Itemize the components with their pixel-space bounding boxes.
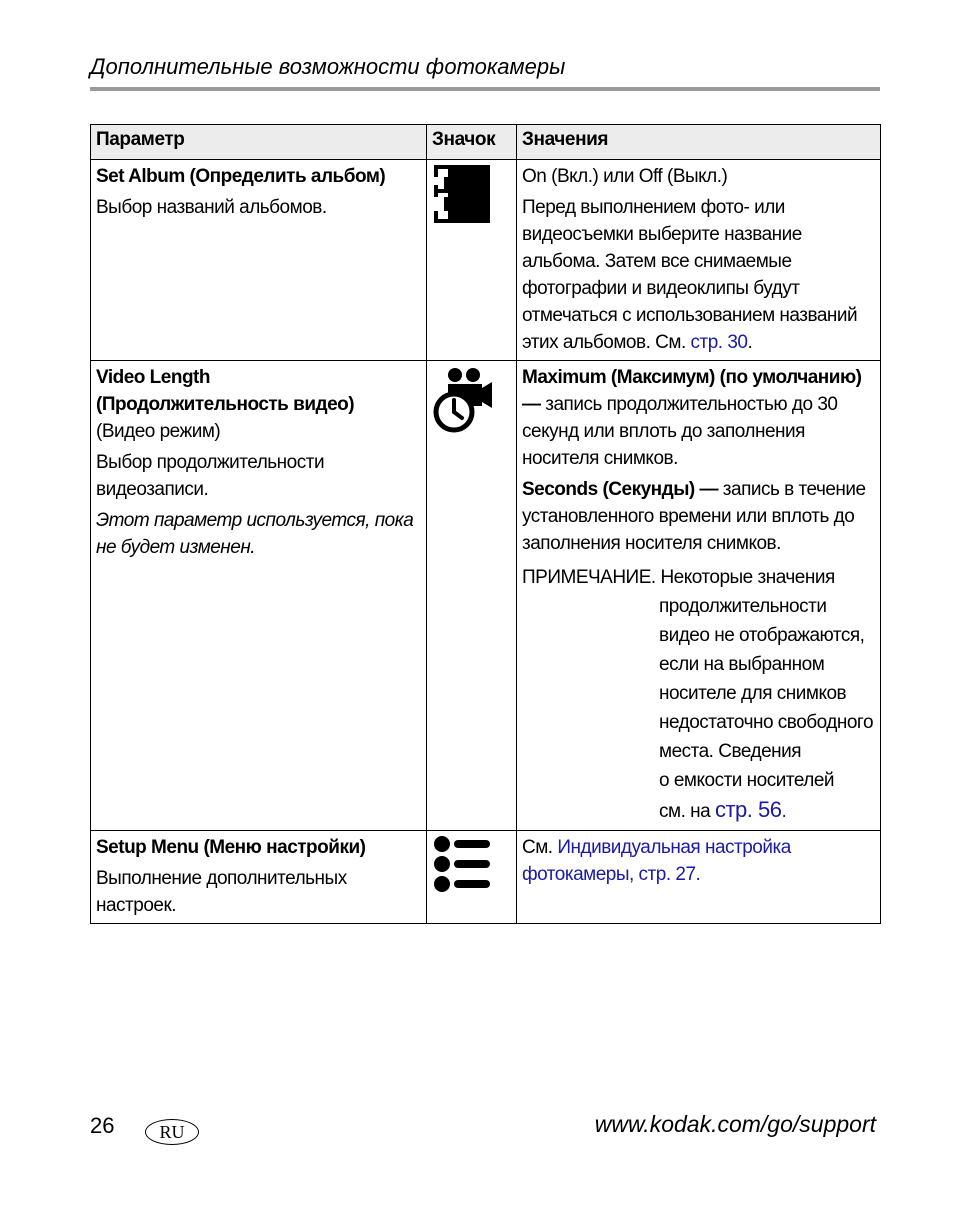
icon-cell: [427, 361, 517, 831]
note-line: места. Сведения: [659, 741, 802, 762]
note-label: ПРИМЕЧАНИЕ.: [522, 567, 656, 588]
param-name: Setup Menu (Меню настройки): [96, 837, 366, 858]
video-timer-icon: [432, 364, 494, 436]
param-name-ru: (Продолжительность видео): [96, 394, 355, 415]
values-on-off: On (Вкл.) или Off (Выкл.): [522, 166, 728, 187]
param-name: Video Length: [96, 367, 210, 388]
icon-cell: [427, 160, 517, 361]
param-name: Set Album (Определить альбом): [96, 166, 386, 187]
param-description: Выбор продолжительности видеозаписи.: [96, 452, 325, 500]
param-cell: [91, 831, 427, 924]
note-line-last: см. на стр. 56.: [659, 797, 787, 822]
note-block: [522, 563, 875, 826]
link-camera-customization-page-27[interactable]: Индивидуальная настройка фотокамеры, стр. 27: [522, 837, 791, 885]
value-maximum: Maximum (Максимум) (по умолчанию) — запись продолжительностью до 30 секунд или вплоть до заполнения носителя снимков.: [522, 367, 862, 469]
album-icon: [432, 163, 492, 225]
param-description: Выбор названий альбомов.: [96, 197, 327, 218]
note-line: видео не отображаются,: [659, 625, 865, 646]
icon-cell: [427, 831, 517, 924]
value-seconds: Seconds (Секунды) — запись в течение установленного времени или вплоть до заполнения носителя снимков.: [522, 479, 866, 554]
values-cell: [517, 361, 881, 831]
param-persistence-note: Этот параметр используется, пока не будет изменен.: [96, 510, 414, 558]
setup-menu-icon: [432, 834, 494, 894]
param-cell: [91, 160, 427, 361]
page-number: 26: [90, 1113, 115, 1138]
header-rule: [90, 87, 880, 91]
values-cell: [517, 160, 881, 361]
page-header-title: Дополнительные возможности фотокамеры: [90, 54, 566, 79]
table-row-video-length: [91, 361, 881, 831]
column-header-parameter: Параметр: [91, 125, 427, 160]
values-cell: [517, 831, 881, 924]
note-text-first: Некоторые значения: [660, 567, 835, 588]
values-see-also: См. Индивидуальная настройка фотокамеры, стр. 27.: [522, 837, 791, 885]
note-line: носителе для снимков: [659, 683, 847, 704]
note-line: недостаточно свободного: [659, 712, 874, 733]
link-page-30[interactable]: стр. 30: [690, 332, 748, 353]
link-page-56[interactable]: стр. 56: [714, 797, 782, 822]
note-line: продолжительности: [659, 596, 827, 617]
support-url[interactable]: www.kodak.com/go/support: [594, 1111, 876, 1137]
param-description: Выполнение дополнительных настроек.: [96, 868, 347, 916]
note-line: если на выбранном: [659, 654, 825, 675]
column-header-icon: Значок: [427, 125, 517, 160]
table-row-setup-menu: [91, 831, 881, 924]
column-header-values: Значения: [517, 125, 881, 160]
language-badge: RU: [145, 1119, 199, 1145]
note-line: о емкости носителей: [659, 770, 835, 791]
table-header-row: [91, 125, 881, 160]
param-mode: (Видео режим): [96, 421, 221, 442]
values-description: Перед выполнением фото- или видеосъемки выберите название альбома. Затем все снимаемые фотографии и видеоклипы будут отмечаться с использованием названий этих альбомов. См. стр. 30.: [522, 197, 858, 353]
parameters-table: [90, 124, 881, 924]
table-row-set-album: [91, 160, 881, 361]
param-cell: [91, 361, 427, 831]
